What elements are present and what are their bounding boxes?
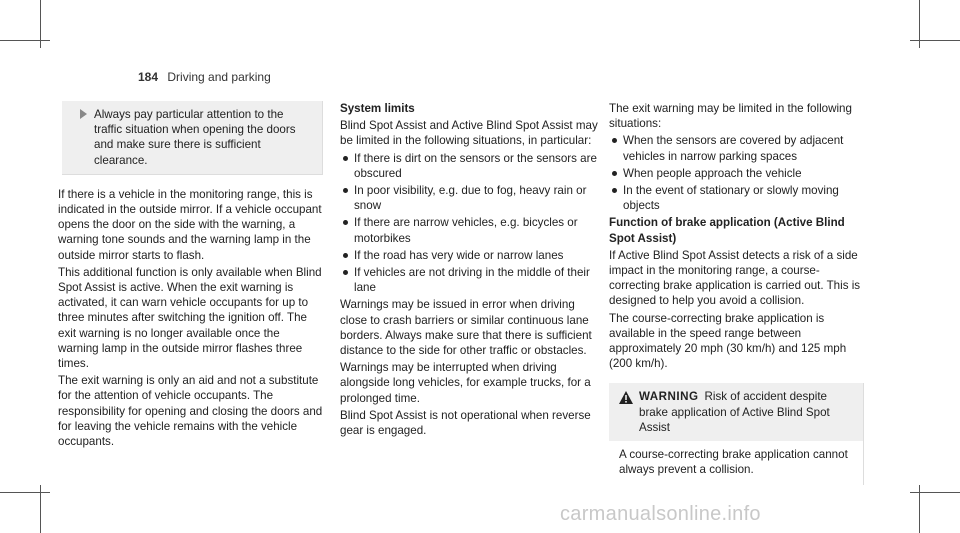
list-item — [340, 151, 600, 181]
list-item — [340, 265, 600, 295]
bullet-icon — [343, 270, 348, 275]
bullet-icon — [343, 253, 348, 258]
paragraph: If there is a vehicle in the monitoring range, this is indicated in the outside mirror. If a vehicle occupant opens the door on the side with the warning, a warning tone sounds and the warning lamp in the outside mirror starts to flash. — [58, 187, 322, 262]
list-item-text: If there are narrow vehicles, e.g. bicycles or motorbikes — [354, 216, 578, 245]
warning-title: Risk of accident despite brake application of Active Blind Spot Assist — [639, 390, 830, 434]
bullet-icon — [343, 188, 348, 193]
section-heading: System limits — [340, 102, 415, 115]
list-item-text: In poor visibility, e.g. due to fog, heavy rain or snow — [354, 184, 587, 213]
column-left — [58, 101, 323, 451]
bullet-list — [340, 151, 600, 296]
arrow-icon — [80, 109, 87, 119]
bullet-icon — [343, 156, 348, 161]
crop-mark — [910, 492, 960, 493]
warning-body: A course-correcting brake application cannot always prevent a collision. — [619, 448, 848, 477]
note-box — [62, 101, 323, 175]
paragraph: If Active Blind Spot Assist detects a risk of a side impact in the monitoring range, a course-correcting brake application is carried out. This is designed to help you avoid a collision. — [609, 248, 861, 308]
crop-mark — [910, 40, 960, 41]
list-item — [340, 248, 600, 263]
paragraph: This additional function is only available when Blind Spot Assist is active. When the exit warning is activated, it can warn vehicle occupants for up to three minutes after switching the ignition off. The exit warning is no longer available once the warning lamp in the outside mirror flashes three times. — [58, 265, 322, 371]
paragraph: The course-correcting brake application is available in the speed range between approximately 20 mph (30 km/h) and 125 mph (200 km/h). — [609, 311, 847, 371]
section-title: Driving and parking — [167, 70, 271, 84]
bullet-icon — [612, 171, 617, 176]
list-item-text: If there is dirt on the sensors or the sensors are obscured — [354, 151, 597, 180]
bullet-icon — [612, 138, 617, 143]
list-item — [340, 183, 600, 213]
bullet-icon — [612, 188, 617, 193]
list-item-text: In the event of stationary or slowly moving objects — [623, 184, 839, 213]
column-middle — [340, 101, 600, 440]
warning-icon — [619, 391, 633, 404]
paragraph: Warnings may be interrupted when driving alongside long vehicles, for example trucks, for a prolonged time. — [340, 361, 591, 405]
paragraph: The exit warning is only an aid and not a substitute for the attention of vehicle occupants. The responsibility for opening and closing the doors and for leaving the vehicle remains with the vehicle occupants. — [58, 374, 323, 449]
note-text: Always pay particular attention to the traffic situation when opening the doors and make sure there is sufficient clearance. — [94, 108, 296, 167]
warning-label: WARNING — [639, 390, 699, 404]
list-item — [609, 133, 864, 163]
paragraph: Blind Spot Assist and Active Blind Spot Assist may be limited in the following situations, in particular: — [340, 119, 598, 148]
section-heading: Function of brake application (Active Blind Spot Assist) — [609, 216, 845, 245]
list-item — [609, 166, 864, 181]
watermark: carmanualsonline.info — [560, 503, 761, 525]
list-item-text: When the sensors are covered by adjacent vehicles in narrow parking spaces — [623, 134, 844, 163]
paragraph: Warnings may be issued in error when driving close to crash barriers or similar continuous lane borders. Always make sure that there is sufficient distance to the side for other traffic or obstacles. — [340, 298, 592, 358]
column-right — [609, 101, 864, 485]
list-item — [340, 215, 600, 245]
paragraph: Blind Spot Assist is not operational when reverse gear is engaged. — [340, 408, 591, 438]
list-item-text: If the road has very wide or narrow lanes — [354, 248, 564, 262]
page-header — [138, 70, 271, 84]
warning-box — [609, 383, 864, 485]
list-item-text: When people approach the vehicle — [623, 166, 802, 180]
crop-mark — [0, 492, 50, 493]
list-item — [609, 183, 864, 213]
crop-mark — [0, 40, 50, 41]
list-item-text: If vehicles are not driving in the middle of their lane — [354, 266, 590, 295]
paragraph: The exit warning may be limited in the following situations: — [609, 102, 852, 131]
page-number: 184 — [138, 70, 159, 84]
bullet-icon — [343, 220, 348, 225]
warning-header — [609, 383, 863, 441]
bullet-list — [609, 133, 864, 213]
